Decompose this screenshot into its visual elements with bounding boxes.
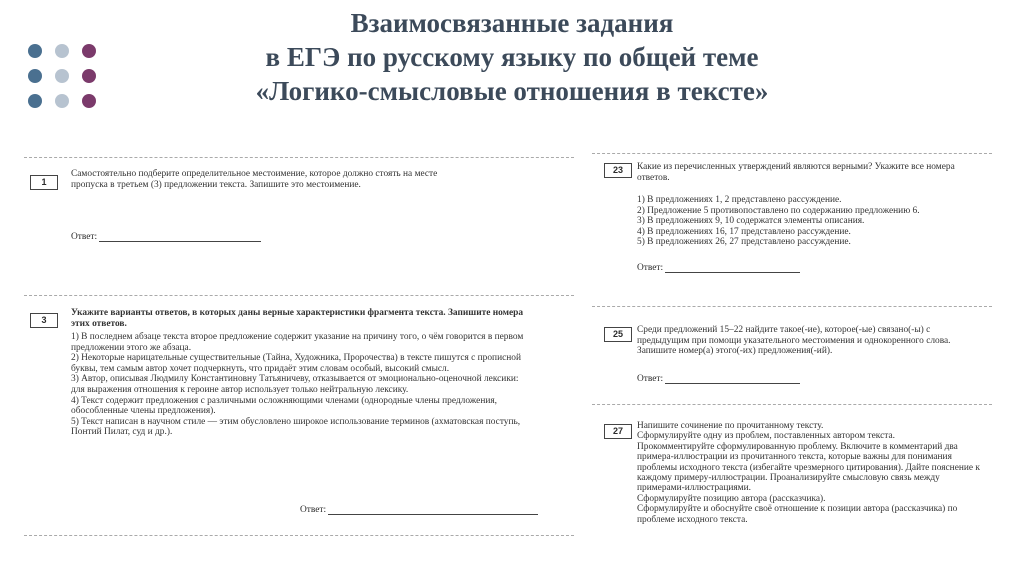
answer-line[interactable]	[99, 232, 261, 242]
task-number: 3	[30, 313, 58, 328]
answer-options	[71, 332, 531, 438]
task-number: 23	[604, 163, 632, 178]
option-item: 2) Предложение 5 противопоставлено по содержанию предложению 6.	[637, 205, 920, 216]
answer-row	[637, 374, 800, 384]
answer-row	[637, 263, 800, 273]
task-line: Напишите сочинение по прочитанному тексту.	[637, 421, 824, 431]
divider	[592, 153, 992, 154]
answer-row	[300, 505, 538, 515]
decorative-dots-icon	[28, 44, 102, 110]
task-line: Сформулируйте одну из проблем, поставленных автором текста.	[637, 431, 895, 442]
option-item: 2) Некоторые нарицательные существительные (Тайна, Художника, Пророчества) в тексте пишутся с прописной буквы, тем самым автор хочет подчеркнуть, что придаёт этим словам особый, высокий смысл.	[71, 353, 521, 374]
option-item: 3) Автор, описывая Людмилу Константиновну Татьяничеву, отказывается от эмоционально-оценочной лексики: для выражения отношения к героине автор использует только нейтральную лексику.	[71, 374, 519, 395]
answer-label: Ответ:	[637, 263, 664, 273]
task-intro: Какие из перечисленных утверждений являются верными? Укажите все номера ответов.	[637, 162, 955, 183]
answer-label: Ответ:	[71, 232, 98, 242]
task-line: Сформулируйте и обоснуйте своё отношение к позиции автора (рассказчика) по проблеме исходного текста.	[637, 504, 958, 525]
answer-line[interactable]	[328, 505, 538, 515]
divider	[24, 157, 574, 158]
answer-label: Ответ:	[637, 374, 664, 384]
answer-line[interactable]	[665, 263, 800, 273]
option-item: 1) В последнем абзаце текста второе предложение содержит указание на причину того, о чём говорится в первом предложении этого же абзаца.	[71, 332, 524, 353]
task-text	[637, 421, 982, 525]
option-item: 4) В предложениях 16, 17 представлено рассуждение.	[637, 226, 851, 237]
answer-options	[637, 195, 977, 248]
task-text: Самостоятельно подберите определительное местоимение, которое должно стоять на месте пропуска в третьем (3) предложении текста. Запишите это местоимение.	[71, 169, 438, 190]
option-item: 1) В предложениях 1, 2 представлено рассуждение.	[637, 195, 842, 205]
option-item: 4) Текст содержит предложения с различными осложняющими членами (однородные члены предложения, обособленные члены предложения).	[71, 395, 498, 417]
task-number: 1	[30, 175, 58, 190]
answer-row	[71, 232, 261, 242]
task-line: Прокомментируйте сформулированную проблему. Включите в комментарий два примера-иллюстрации из прочитанного текста, которые важны для понимания проблемы исходного текста (избегайте чрезмерного цитирования). Дайте пояснение к каждому примеру-иллюстрации. Проанализируйте смысловую связь между примерами-иллюстрациями.	[637, 441, 980, 494]
divider	[24, 535, 574, 536]
task-intro: Укажите варианты ответов, в которых даны верные характеристики фрагмента текста. Запишите номера этих ответов.	[71, 308, 524, 329]
title-line-1: Взаимосвязанные задания	[350, 8, 674, 38]
task-text: Среди предложений 15–22 найдите такое(-ие), которое(-ые) связано(-ы) с предыдущим при помощи указательного местоимения и однокоренного слова. Запишите номер(а) этого(-их) предложения(-ий).	[637, 325, 951, 357]
slide-title	[0, 6, 1024, 108]
task-number: 25	[604, 327, 632, 342]
option-item: 5) Текст написан в научном стиле — этим обусловлено широкое использование терминов (ахматовская поступь, Понтий Пилат, суд и др.).	[71, 416, 521, 438]
title-line-3: «Логико-смысловые отношения в тексте»	[255, 76, 769, 106]
divider	[24, 295, 574, 296]
answer-line[interactable]	[665, 374, 800, 384]
option-item: 5) В предложениях 26, 27 представлено рассуждение.	[637, 237, 851, 248]
divider	[592, 306, 992, 307]
task-line: Сформулируйте позицию автора (рассказчика).	[637, 493, 826, 504]
divider	[592, 404, 992, 405]
option-item: 3) В предложениях 9, 10 содержатся элементы описания.	[637, 216, 865, 227]
answer-label: Ответ:	[300, 505, 327, 515]
title-line-2: в ЕГЭ по русскому языку по общей теме	[265, 42, 759, 72]
task-number: 27	[604, 424, 632, 439]
